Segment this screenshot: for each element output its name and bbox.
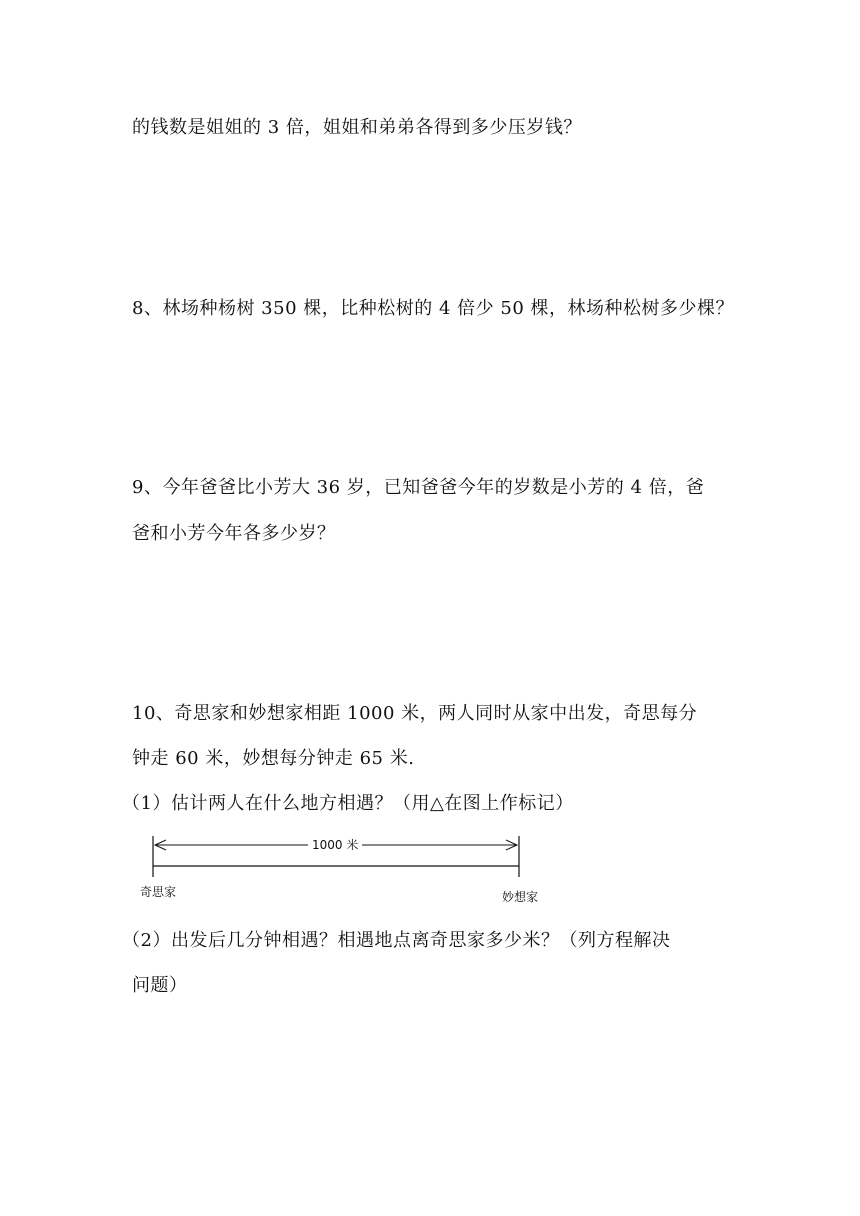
distance-label: 1000 米 [308,838,362,852]
left-arrowhead [155,840,166,850]
problem-10-line-1: 10、奇思家和妙想家相距 1000 米，两人同时从家中出发，奇思每分 [132,703,698,724]
problem-10-question-1: （1）估计两人在什么地方相遇？（用△在图上作标记） [122,793,574,814]
problem-7-continuation: 的钱数是姐姐的 3 倍，姐姐和弟弟各得到多少压岁钱？ [132,117,582,138]
right-arrowhead [506,840,517,850]
problem-9-line-1: 9、今年爸爸比小芳大 36 岁，已知爸爸今年的岁数是小芳的 4 倍，爸 [132,477,705,498]
problem-10-question-2-line-2: 问题） [132,975,188,996]
problem-10-question-2-line-1: （2）出发后几分钟相遇？相遇地点离奇思家多少米？（列方程解决 [122,930,671,951]
problem-8: 8、林场种杨树 350 棵，比种松树的 4 倍少 50 棵，林场种松树多少棵？ [132,298,734,319]
qisi-home-label: 奇思家 [140,885,177,899]
problem-10-line-2: 钟走 60 米，妙想每分钟走 65 米. [132,748,415,769]
problem-9-line-2: 爸和小芳今年各多少岁？ [132,523,336,544]
miaoxiang-home-label: 妙想家 [502,890,539,904]
